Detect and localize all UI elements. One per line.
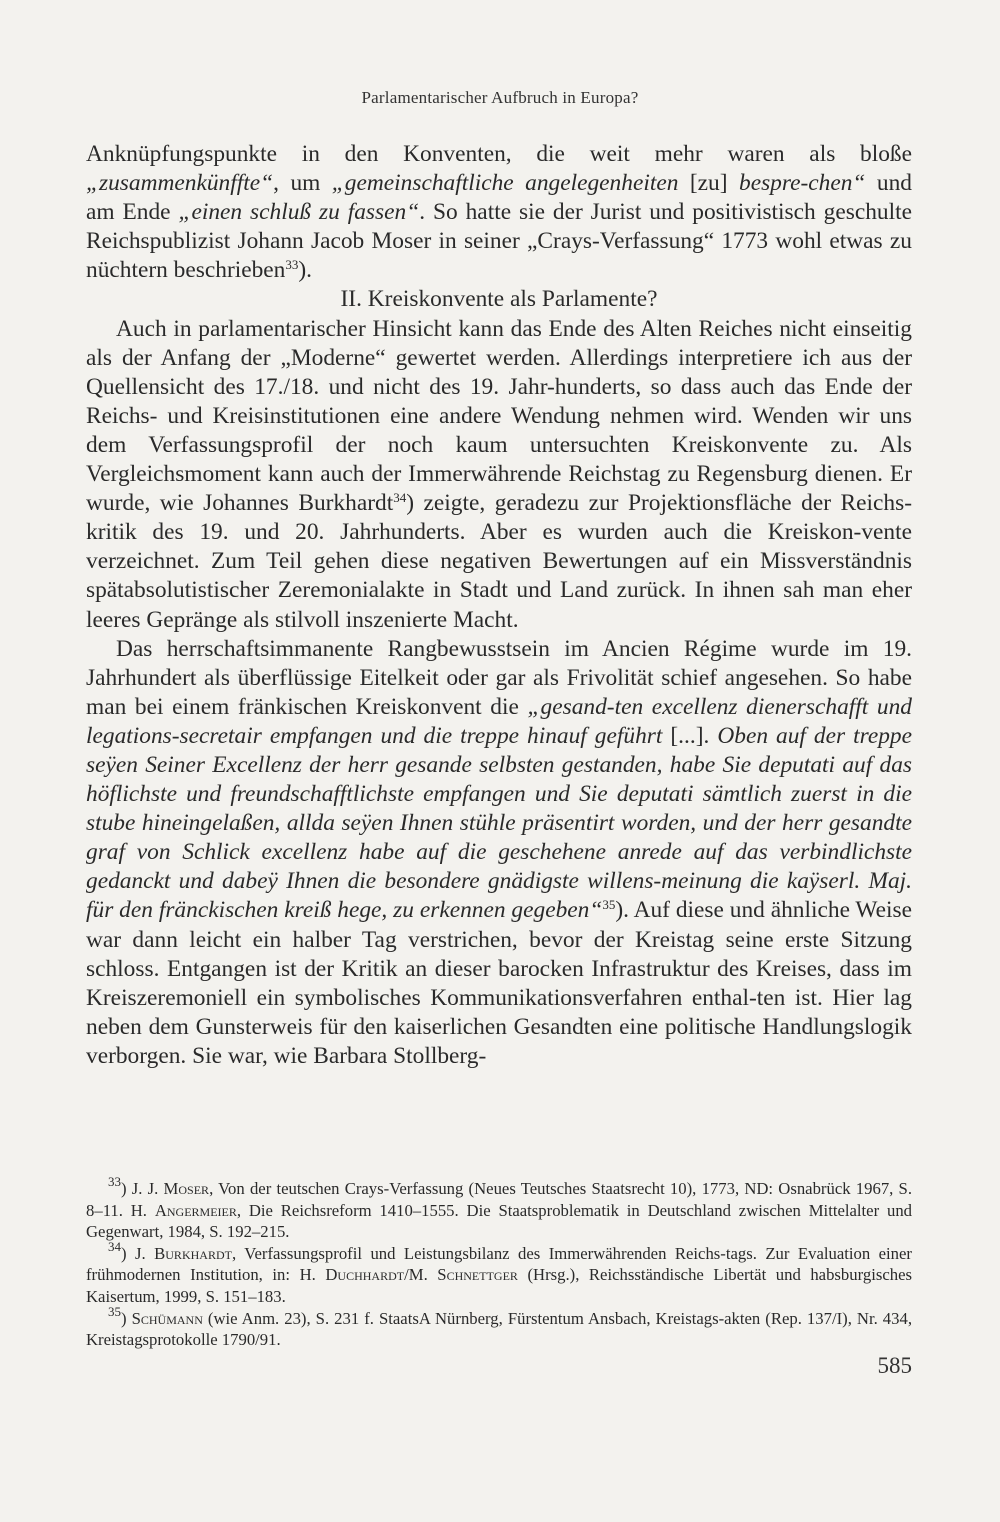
text-span: , Verfassungsprofil und Leistungsbilanz des Immerwährenden Reichs-tags. Zur Evaluation einer frühmodernen Institution, in: H. (86, 1243, 912, 1285)
quotation: „gesand-ten excellenz dienerschafft und legations-secretair empfangen und die treppe hinauf geführt (86, 693, 912, 749)
footnote-33 (86, 1174, 913, 1243)
paragraph-2 (86, 315, 912, 635)
text-span: /M. (404, 1265, 438, 1285)
footnote-ref-33: 33 (285, 257, 299, 273)
running-head: Parlamentarischer Aufbruch in Europa? (361, 88, 639, 107)
text-span: Anknüpfungspunkte in den Konventen, die weit mehr waren als bloße (86, 141, 912, 167)
quotation: „gemeinschaftliche angelegenheiten (331, 170, 679, 197)
text-span: ) J. (121, 1243, 155, 1263)
quotation: bespre-chen“ (739, 170, 866, 197)
text-span: ) zeigte, geradezu zur Projektionsfläche der Reichs-kritik des 19. und 20. Jahrhunderts. Aber es wurden auch die Kreiskon-vente verzeichnet. Zum Teil gehen diese negativen Bewertungen auf ein Missverständnis spätabsolutistischer Zeremonialakte in Stadt und Land zurück. In ihnen sah man eher leeres Gepränge als stilvoll inszenierte Macht. (86, 490, 912, 633)
text-span: [zu] (678, 170, 739, 197)
text-span: Auch in parlamentarischer Hinsicht kann das Ende des Alten Reiches nicht einseitig als der Anfang der „Moderne“ gewertet werden. Allerdings interpretiere ich aus der Quellensicht des 17./18. und nicht des 19. Jahr-hunderts, so dass auch das Ende der Reichs- und Kreisinstitutionen eine andere Wendung nehmen wird. Wenden wir uns dem Verfassungsprofil der noch kaum untersuchten Kreiskonvente zu. Als Vergleichsmoment kann auch der Immerwährende Reichstag zu Regensburg dienen. Er wurde, wie Johannes Burkhardt (86, 315, 912, 517)
text-span: (wie Anm. 23), S. 231 f. StaatsA Nürnberg, Fürstentum Ansbach, Kreistags-akten (Rep. 137/I), Nr. 434, Kreistagsprotokolle 1790/91. (86, 1308, 912, 1350)
author-name: Duchhardt (325, 1265, 405, 1285)
text-span: ). Auf diese und ähnliche Weise war dann leicht ein halber Tag verstrichen, bevor der Kreistag seine erste Sitzung schloss. Entgangen ist der Kritik an dieser barocken Infrastruktur des Kreises, dass im Kreiszeremoniell ein symbolisches Kommunikationsverfahren enthal-ten ist. Hier lag neben dem Gunsterweis für den kaiserlichen Gesandten eine politische Handlungslogik verborgen. Sie war, wie Barbara Stollberg- (86, 897, 912, 1069)
quotation: „einen schluß zu fassen“ (178, 199, 420, 226)
paragraph-3 (86, 635, 912, 1071)
footnote-number: 35 (108, 1303, 121, 1319)
paragraph-1 (86, 140, 912, 285)
author-name: Burkhardt (154, 1243, 232, 1263)
footnote-ref-34: 34 (393, 490, 407, 506)
page-number: 585 (877, 1353, 912, 1378)
footnote-number: 34 (108, 1238, 121, 1254)
text-span: [...]. (662, 722, 718, 749)
text-span: (Hrsg.), Reichsständische Libertät und habsburgisches Kaisertum, 1999, S. 151–183. (86, 1265, 912, 1306)
author-name: Schnettger (437, 1265, 518, 1285)
text-span: und am Ende (86, 170, 912, 226)
author-name: Schümann (131, 1308, 203, 1328)
quotation: Oben auf der treppe seÿen Seiner Excellenz der herr gesande selbsten gestanden, habe Sie deputati auf das höflichste und freundschafftlichste empfangen und Sie deputati sämtlich zuerst in die stube hineingelaßen, allda seÿen Ihnen stühle präsentirt worden, und der herr gesandte graf von Schlick excellenz habe auf die geschehene anrede auf das verbindlichste gedanckt und dabeÿ Ihnen die besondere gnädigste willens-meinung die kaÿserl. Maj. für den fränckischen kreiß hege, zu erkennen gegeben“ (86, 722, 912, 924)
body-text (86, 140, 912, 1071)
footnotes (86, 1174, 913, 1351)
footnote-ref-35: 35 (602, 897, 616, 913)
quotation: „zusammenkünffte“ (86, 170, 274, 197)
footnote-34 (86, 1238, 912, 1308)
author-name: Angermeier (154, 1200, 237, 1220)
text-span: ) (121, 1308, 132, 1328)
footnote-number: 33 (108, 1174, 121, 1189)
text-span: , Die Reichsreform 1410–1555. Die Staatsproblematik in Deutschland zwischen Mittelalter und Gegenwart, 1984, S. 192–215. (86, 1200, 913, 1242)
text-span: , Von der teutschen Crays-Verfassung (Neues Teutsches Staatsrecht 10), 1773, ND: Osnabrück 1967, S. 8–11. H. (86, 1179, 913, 1220)
text-span: , um (273, 170, 332, 197)
text-span: ). (298, 257, 313, 284)
text-span: ) J. J. (121, 1179, 164, 1198)
text-span: . So hatte sie der Jurist und positivistisch geschulte Reichspublizist Johann Jacob Moser in seiner „Crays-Verfassung“ 1773 wohl etwas zu nüchtern beschrieben (86, 199, 912, 284)
text-span: Das herrschaftsimmanente Rangbewusstsein im Ancien Régime wurde im 19. Jahrhundert als überflüssige Eitelkeit oder gar als Frivolität schief angesehen. So habe man bei einem fränkischen Kreiskonvent die (86, 635, 912, 720)
footnote-35 (86, 1303, 912, 1351)
author-name: Moser (163, 1179, 210, 1198)
section-heading: II. Kreiskonvente als Parlamente? (340, 286, 658, 313)
